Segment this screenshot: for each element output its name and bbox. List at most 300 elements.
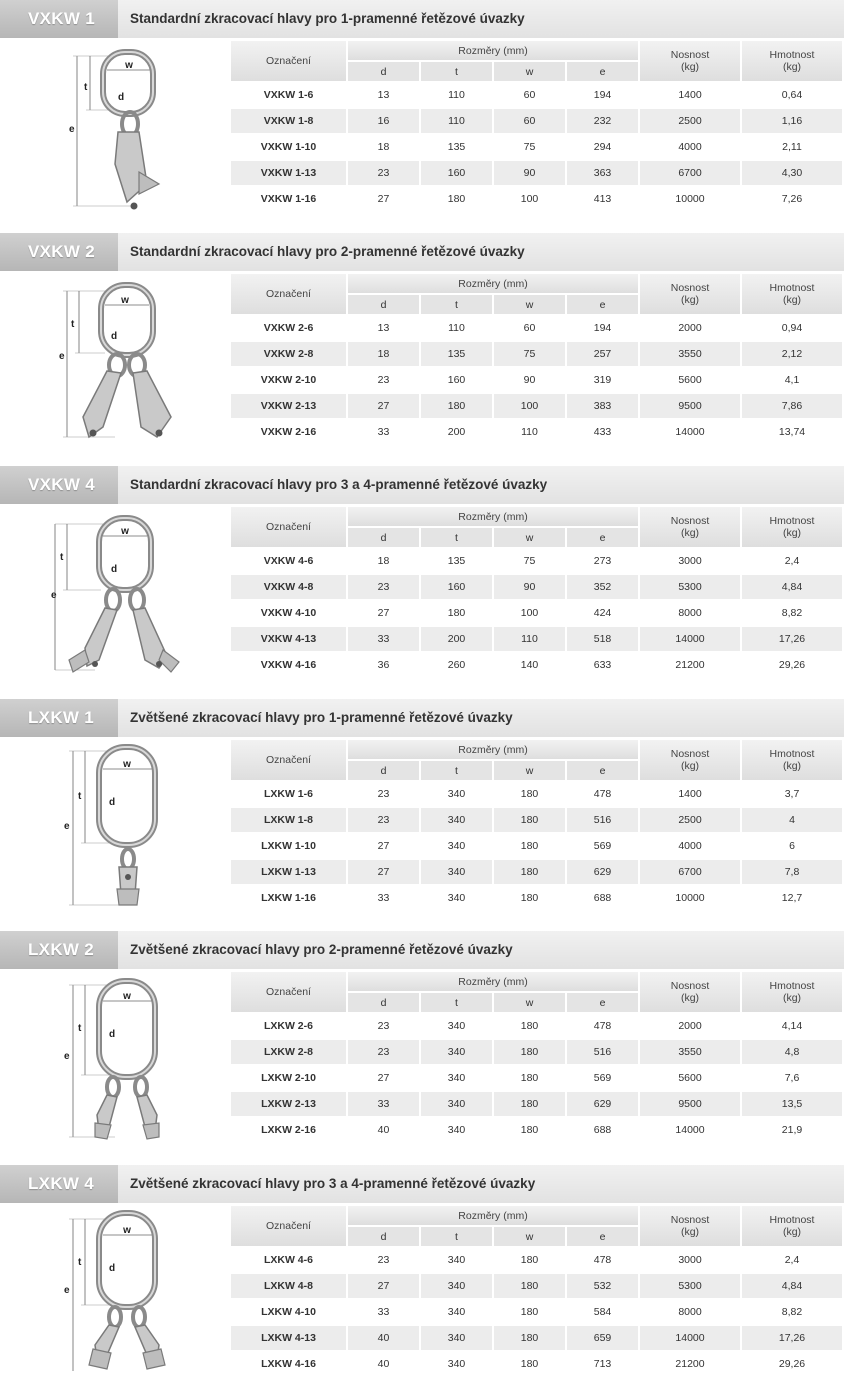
product-drawing [55, 1209, 185, 1377]
label-t: t [78, 1023, 82, 1034]
table-row [231, 316, 842, 340]
header-e: e [567, 62, 638, 81]
cell-capacity: 1400 [640, 782, 740, 806]
cell-name: LXKW 2-13 [231, 1092, 346, 1116]
header-weight-unit: (kg) [782, 1226, 802, 1238]
cell-t: 340 [421, 1092, 492, 1116]
table-row [231, 1014, 842, 1038]
cell-name: VXKW 2-16 [231, 420, 346, 444]
cell-e: 633 [567, 653, 638, 677]
cell-w: 180 [494, 782, 565, 806]
cell-name: LXKW 2-16 [231, 1118, 346, 1142]
cell-name: LXKW 4-10 [231, 1300, 346, 1324]
cell-e: 194 [567, 316, 638, 340]
cell-t: 135 [421, 342, 492, 366]
table-row [231, 834, 842, 858]
cell-w: 100 [494, 394, 565, 418]
cell-e: 688 [567, 1118, 638, 1142]
cell-weight: 21,9 [742, 1118, 842, 1142]
cell-e: 194 [567, 83, 638, 107]
cell-t: 340 [421, 1326, 492, 1350]
cell-weight: 2,11 [742, 135, 842, 159]
header-capacity-unit: (kg) [680, 294, 700, 306]
header-capacity-unit: (kg) [680, 760, 700, 772]
cell-weight: 8,82 [742, 1300, 842, 1324]
cell-capacity: 5300 [640, 575, 740, 599]
section-lxkw-2 [0, 931, 844, 1163]
header-w: w [494, 993, 565, 1012]
table-row [231, 135, 842, 159]
header-capacity [640, 41, 740, 81]
header-t: t [421, 761, 492, 780]
cell-capacity: 4000 [640, 135, 740, 159]
cell-t: 180 [421, 601, 492, 625]
header-weight-label: Hmotnost [769, 49, 815, 61]
header-e: e [567, 761, 638, 780]
cell-t: 340 [421, 834, 492, 858]
header-capacity [640, 274, 740, 314]
header-capacity [640, 1206, 740, 1246]
table-row [231, 1040, 842, 1064]
table-row [231, 1274, 842, 1298]
cell-w: 180 [494, 1118, 565, 1142]
cell-t: 340 [421, 860, 492, 884]
header-w: w [494, 295, 565, 314]
cell-weight: 4,14 [742, 1014, 842, 1038]
label-t: t [78, 1257, 82, 1268]
label-d: d [118, 92, 125, 103]
cell-e: 713 [567, 1352, 638, 1376]
header-capacity [640, 972, 740, 1012]
cell-w: 180 [494, 1300, 565, 1324]
cell-weight: 7,6 [742, 1066, 842, 1090]
section-vxkw-1 [0, 0, 844, 232]
cell-w: 180 [494, 1066, 565, 1090]
cell-d: 33 [348, 627, 419, 651]
cell-weight: 4,84 [742, 575, 842, 599]
cell-weight: 4 [742, 808, 842, 832]
cell-d: 23 [348, 1248, 419, 1272]
cell-weight: 13,74 [742, 420, 842, 444]
cell-w: 180 [494, 1040, 565, 1064]
cell-t: 180 [421, 187, 492, 211]
cell-t: 340 [421, 1040, 492, 1064]
cell-name: LXKW 2-10 [231, 1066, 346, 1090]
product-drawing [51, 510, 185, 688]
cell-t: 340 [421, 1352, 492, 1376]
cell-d: 33 [348, 420, 419, 444]
cell-t: 160 [421, 368, 492, 392]
header-t: t [421, 528, 492, 547]
table-row [231, 886, 842, 910]
header-weight-unit: (kg) [782, 992, 802, 1004]
section-title: Zvětšené zkracovací hlavy pro 3 a 4-pramenné řetězové úvazky [130, 1176, 536, 1191]
cell-name: LXKW 1-16 [231, 886, 346, 910]
cell-w: 60 [494, 109, 565, 133]
cell-e: 319 [567, 368, 638, 392]
cell-d: 40 [348, 1352, 419, 1376]
table-row [231, 161, 842, 185]
header-weight [742, 507, 842, 547]
header-weight [742, 41, 842, 81]
cell-weight: 0,94 [742, 316, 842, 340]
cell-d: 23 [348, 808, 419, 832]
cell-e: 629 [567, 1092, 638, 1116]
cell-name: VXKW 2-8 [231, 342, 346, 366]
section-code: VXKW 4 [0, 466, 118, 504]
cell-t: 160 [421, 575, 492, 599]
cell-weight: 2,4 [742, 1248, 842, 1272]
cell-e: 352 [567, 575, 638, 599]
label-w: w [121, 295, 129, 306]
product-drawing [55, 975, 185, 1153]
header-weight-label: Hmotnost [769, 1214, 815, 1226]
cell-e: 294 [567, 135, 638, 159]
cell-name: LXKW 1-13 [231, 860, 346, 884]
table-row [231, 1118, 842, 1142]
cell-name: VXKW 4-8 [231, 575, 346, 599]
cell-name: VXKW 1-10 [231, 135, 346, 159]
cell-e: 478 [567, 1248, 638, 1272]
header-designation: Označení [231, 41, 346, 81]
label-w: w [123, 1225, 131, 1236]
label-e: e [69, 124, 75, 135]
label-t: t [78, 791, 82, 802]
cell-d: 36 [348, 653, 419, 677]
cell-t: 340 [421, 1248, 492, 1272]
table-row [231, 187, 842, 211]
header-d: d [348, 993, 419, 1012]
cell-weight: 2,4 [742, 549, 842, 573]
spec-table [229, 505, 844, 679]
section-code: LXKW 4 [0, 1165, 118, 1203]
cell-e: 433 [567, 420, 638, 444]
cell-weight: 7,8 [742, 860, 842, 884]
header-capacity-label: Nosnost [670, 1214, 710, 1226]
table-row [231, 808, 842, 832]
cell-d: 40 [348, 1118, 419, 1142]
cell-weight: 6 [742, 834, 842, 858]
header-weight [742, 1206, 842, 1246]
cell-name: LXKW 1-8 [231, 808, 346, 832]
header-designation: Označení [231, 972, 346, 1012]
label-e: e [59, 351, 65, 362]
cell-capacity: 14000 [640, 1326, 740, 1350]
section-vxkw-4 [0, 466, 844, 698]
product-drawing [55, 743, 185, 921]
cell-name: VXKW 2-6 [231, 316, 346, 340]
cell-e: 516 [567, 1040, 638, 1064]
header-w: w [494, 528, 565, 547]
cell-t: 135 [421, 549, 492, 573]
section-code: VXKW 1 [0, 0, 118, 38]
cell-d: 27 [348, 187, 419, 211]
header-weight-label: Hmotnost [769, 515, 815, 527]
header-d: d [348, 62, 419, 81]
header-weight-unit: (kg) [782, 760, 802, 772]
cell-d: 16 [348, 109, 419, 133]
cell-weight: 7,86 [742, 394, 842, 418]
label-d: d [109, 797, 116, 808]
cell-w: 90 [494, 575, 565, 599]
section-title: Standardní zkracovací hlavy pro 3 a 4-pramenné řetězové úvazky [130, 477, 548, 492]
header-weight-unit: (kg) [782, 527, 802, 539]
header-d: d [348, 761, 419, 780]
cell-capacity: 3000 [640, 549, 740, 573]
header-capacity-label: Nosnost [670, 980, 710, 992]
cell-capacity: 6700 [640, 860, 740, 884]
label-t: t [84, 82, 88, 93]
cell-capacity: 3000 [640, 1248, 740, 1272]
table-row [231, 601, 842, 625]
cell-weight: 1,16 [742, 109, 842, 133]
cell-capacity: 21200 [640, 653, 740, 677]
cell-w: 140 [494, 653, 565, 677]
header-dimensions: Rozměry (mm) [348, 740, 638, 759]
cell-w: 110 [494, 627, 565, 651]
cell-capacity: 14000 [640, 1118, 740, 1142]
header-w: w [494, 761, 565, 780]
label-e: e [51, 590, 57, 601]
cell-t: 160 [421, 161, 492, 185]
header-weight [742, 740, 842, 780]
cell-weight: 4,1 [742, 368, 842, 392]
cell-capacity: 5300 [640, 1274, 740, 1298]
cell-w: 180 [494, 1248, 565, 1272]
cell-d: 27 [348, 860, 419, 884]
cell-weight: 7,26 [742, 187, 842, 211]
cell-e: 569 [567, 1066, 638, 1090]
cell-d: 40 [348, 1326, 419, 1350]
cell-capacity: 14000 [640, 627, 740, 651]
cell-e: 569 [567, 834, 638, 858]
cell-e: 383 [567, 394, 638, 418]
cell-name: LXKW 2-6 [231, 1014, 346, 1038]
header-weight-unit: (kg) [782, 294, 802, 306]
cell-name: VXKW 4-6 [231, 549, 346, 573]
table-row [231, 1066, 842, 1090]
label-w: w [125, 60, 133, 71]
header-capacity [640, 507, 740, 547]
table-row [231, 420, 842, 444]
header-dimensions: Rozměry (mm) [348, 274, 638, 293]
cell-d: 13 [348, 83, 419, 107]
cell-name: LXKW 2-8 [231, 1040, 346, 1064]
header-capacity-label: Nosnost [670, 515, 710, 527]
label-d: d [109, 1029, 116, 1040]
section-title: Standardní zkracovací hlavy pro 2-pramenné řetězové úvazky [130, 244, 525, 259]
cell-w: 75 [494, 342, 565, 366]
cell-weight: 3,7 [742, 782, 842, 806]
table-row [231, 342, 842, 366]
cell-w: 180 [494, 1352, 565, 1376]
table-row [231, 1326, 842, 1350]
table-row [231, 394, 842, 418]
cell-capacity: 9500 [640, 394, 740, 418]
table-row [231, 782, 842, 806]
cell-d: 27 [348, 834, 419, 858]
cell-e: 584 [567, 1300, 638, 1324]
section-lxkw-4 [0, 1165, 844, 1379]
cell-w: 90 [494, 161, 565, 185]
cell-name: LXKW 4-6 [231, 1248, 346, 1272]
cell-capacity: 2000 [640, 1014, 740, 1038]
cell-weight: 4,30 [742, 161, 842, 185]
cell-name: LXKW 4-16 [231, 1352, 346, 1376]
header-t: t [421, 62, 492, 81]
section-code: LXKW 1 [0, 699, 118, 737]
label-d: d [109, 1263, 116, 1274]
cell-name: VXKW 4-13 [231, 627, 346, 651]
section-code: LXKW 2 [0, 931, 118, 969]
section-title: Zvětšené zkracovací hlavy pro 1-pramenné řetězové úvazky [130, 710, 513, 725]
header-d: d [348, 528, 419, 547]
cell-weight: 17,26 [742, 1326, 842, 1350]
cell-name: LXKW 4-13 [231, 1326, 346, 1350]
label-e: e [64, 821, 70, 832]
section-title: Zvětšené zkracovací hlavy pro 2-pramenné řetězové úvazky [130, 942, 513, 957]
header-d: d [348, 295, 419, 314]
cell-capacity: 6700 [640, 161, 740, 185]
cell-w: 180 [494, 1014, 565, 1038]
cell-d: 27 [348, 394, 419, 418]
cell-d: 23 [348, 1040, 419, 1064]
header-dimensions: Rozměry (mm) [348, 41, 638, 60]
header-designation: Označení [231, 740, 346, 780]
table-row [231, 627, 842, 651]
cell-d: 27 [348, 601, 419, 625]
cell-name: VXKW 4-10 [231, 601, 346, 625]
cell-capacity: 3550 [640, 342, 740, 366]
cell-d: 13 [348, 316, 419, 340]
header-capacity-label: Nosnost [670, 748, 710, 760]
cell-weight: 0,64 [742, 83, 842, 107]
cell-w: 75 [494, 135, 565, 159]
cell-d: 23 [348, 1014, 419, 1038]
label-w: w [121, 526, 129, 537]
cell-d: 33 [348, 1092, 419, 1116]
header-weight-label: Hmotnost [769, 282, 815, 294]
cell-e: 363 [567, 161, 638, 185]
header-t: t [421, 295, 492, 314]
cell-name: VXKW 4-16 [231, 653, 346, 677]
table-row [231, 1352, 842, 1376]
header-weight [742, 972, 842, 1012]
table-row [231, 1248, 842, 1272]
label-t: t [60, 552, 64, 563]
cell-e: 273 [567, 549, 638, 573]
section-code: VXKW 2 [0, 233, 118, 271]
header-dimensions: Rozměry (mm) [348, 1206, 638, 1225]
cell-t: 340 [421, 808, 492, 832]
cell-weight: 8,82 [742, 601, 842, 625]
product-drawing [55, 44, 185, 222]
cell-e: 478 [567, 1014, 638, 1038]
cell-d: 33 [348, 1300, 419, 1324]
cell-t: 340 [421, 1274, 492, 1298]
cell-w: 75 [494, 549, 565, 573]
cell-name: LXKW 4-8 [231, 1274, 346, 1298]
section-title: Standardní zkracovací hlavy pro 1-pramenné řetězové úvazky [130, 11, 525, 26]
header-d: d [348, 1227, 419, 1246]
table-row [231, 653, 842, 677]
cell-e: 518 [567, 627, 638, 651]
cell-name: VXKW 1-8 [231, 109, 346, 133]
header-capacity-unit: (kg) [680, 992, 700, 1004]
cell-name: VXKW 1-13 [231, 161, 346, 185]
cell-name: LXKW 1-6 [231, 782, 346, 806]
cell-t: 110 [421, 83, 492, 107]
spec-table [229, 738, 844, 912]
cell-w: 100 [494, 601, 565, 625]
label-e: e [64, 1285, 70, 1296]
header-t: t [421, 993, 492, 1012]
cell-t: 340 [421, 1014, 492, 1038]
cell-e: 232 [567, 109, 638, 133]
cell-e: 659 [567, 1326, 638, 1350]
product-drawing [55, 277, 185, 455]
header-e: e [567, 295, 638, 314]
header-w: w [494, 62, 565, 81]
cell-w: 60 [494, 83, 565, 107]
header-designation: Označení [231, 274, 346, 314]
cell-d: 23 [348, 782, 419, 806]
cell-capacity: 10000 [640, 886, 740, 910]
header-e: e [567, 1227, 638, 1246]
cell-e: 516 [567, 808, 638, 832]
cell-capacity: 8000 [640, 1300, 740, 1324]
cell-d: 27 [348, 1066, 419, 1090]
cell-w: 100 [494, 187, 565, 211]
cell-e: 478 [567, 782, 638, 806]
cell-w: 60 [494, 316, 565, 340]
cell-name: VXKW 2-13 [231, 394, 346, 418]
cell-e: 688 [567, 886, 638, 910]
spec-table [229, 1204, 844, 1378]
table-row [231, 109, 842, 133]
cell-w: 180 [494, 808, 565, 832]
cell-capacity: 14000 [640, 420, 740, 444]
cell-weight: 2,12 [742, 342, 842, 366]
cell-capacity: 5600 [640, 368, 740, 392]
label-t: t [71, 319, 75, 330]
cell-t: 340 [421, 1300, 492, 1324]
cell-e: 532 [567, 1274, 638, 1298]
table-row [231, 860, 842, 884]
header-dimensions: Rozměry (mm) [348, 507, 638, 526]
header-capacity [640, 740, 740, 780]
cell-capacity: 21200 [640, 1352, 740, 1376]
cell-name: LXKW 1-10 [231, 834, 346, 858]
header-capacity-label: Nosnost [670, 49, 710, 61]
table-row [231, 1300, 842, 1324]
cell-capacity: 10000 [640, 187, 740, 211]
header-designation: Označení [231, 507, 346, 547]
cell-d: 33 [348, 886, 419, 910]
cell-capacity: 1400 [640, 83, 740, 107]
cell-capacity: 8000 [640, 601, 740, 625]
cell-weight: 4,84 [742, 1274, 842, 1298]
cell-t: 340 [421, 782, 492, 806]
header-capacity-unit: (kg) [680, 1226, 700, 1238]
cell-e: 629 [567, 860, 638, 884]
section-vxkw-2 [0, 233, 844, 465]
cell-capacity: 2500 [640, 808, 740, 832]
table-row [231, 368, 842, 392]
cell-w: 110 [494, 420, 565, 444]
cell-capacity: 5600 [640, 1066, 740, 1090]
cell-capacity: 9500 [640, 1092, 740, 1116]
